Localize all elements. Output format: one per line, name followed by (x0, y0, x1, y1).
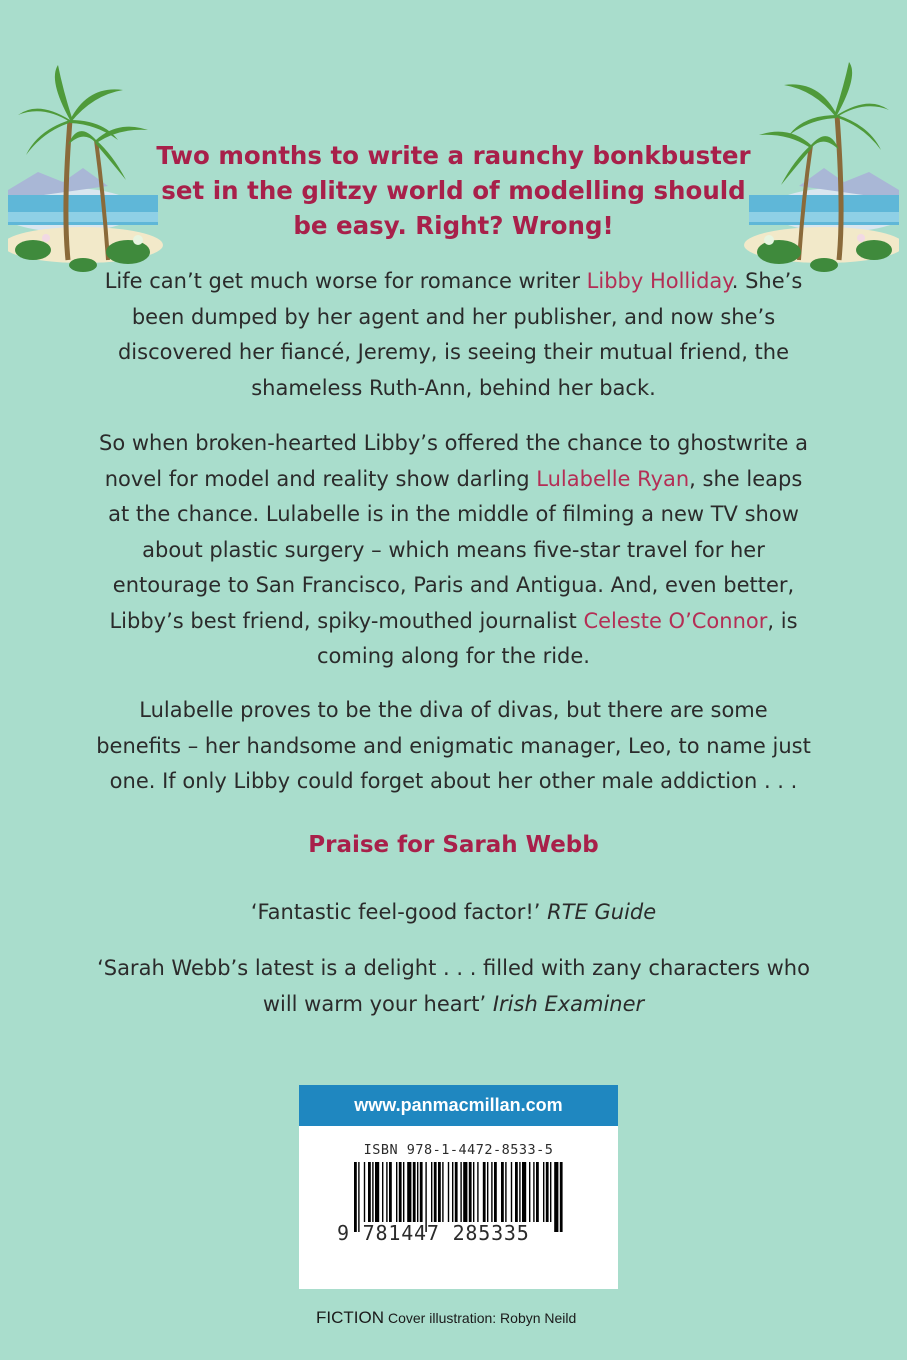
barcode-bar (550, 1162, 551, 1222)
barcode-bar (477, 1162, 478, 1222)
barcode-bar (536, 1162, 539, 1222)
barcode-bar (396, 1162, 397, 1222)
barcode-bar (417, 1162, 418, 1222)
blurb-paragraph-3: Lulabelle proves to be the diva of divas, but there are some benefits – her handsome and enigmatic manager, Leo, to name just one. If only Libby could forget about her other male addiction . . . (96, 698, 811, 793)
genre-label: FICTION (316, 1308, 384, 1327)
barcode-bar (431, 1162, 432, 1222)
palm-beach-illustration-left (8, 60, 168, 275)
barcode-bar (543, 1162, 544, 1222)
barcode-bar (519, 1162, 520, 1222)
p2-text-post: , is coming along for the ride. (317, 608, 798, 668)
p2-text-pre: So when broken-hearted Libby’s offered the chance to ghostwrite a novel for model and reality show darling (98, 431, 809, 491)
barcode-bar (515, 1162, 518, 1222)
barcode-bar (434, 1162, 437, 1222)
praise-heading: Praise for Sarah Webb (308, 832, 599, 858)
character-name-libby: Libby Holliday (586, 269, 732, 293)
barcode-bar (546, 1162, 549, 1222)
tagline: Two months to write a raunchy bonkbuster set in the glitzy world of modelling should be easy. Right? Wrong! (156, 141, 751, 240)
isbn-text: ISBN 978-1-4472-8533-5 (363, 1142, 554, 1158)
barcode-bar (473, 1162, 474, 1222)
barcode-bar (522, 1162, 526, 1222)
p1-text-pre: Life can’t get much worse for romance writer (104, 269, 587, 293)
blurb-paragraph-2 (95, 426, 812, 675)
barcode-bar (389, 1162, 392, 1222)
illustration-credit: Cover illustration: Robyn Neild (388, 1310, 577, 1326)
barcode-bar (442, 1162, 443, 1222)
barcode-bar (511, 1162, 512, 1222)
footer (316, 1308, 576, 1328)
review-quote-1 (95, 895, 812, 931)
character-name-lulabelle: Lulabelle Ryan (536, 466, 690, 491)
blurb-paragraph-1 (95, 264, 812, 406)
barcode-bar (403, 1162, 404, 1222)
quote-text: ‘Fantastic feel-good factor!’ (250, 900, 548, 924)
quote-source: RTE Guide (547, 900, 657, 924)
barcode-bar (364, 1162, 365, 1222)
barcode-bar (533, 1162, 534, 1222)
barcode-bar (372, 1162, 373, 1222)
barcode-bar (375, 1162, 379, 1222)
barcode-bar (505, 1162, 506, 1222)
barcode-panel (299, 1085, 618, 1289)
barcode-bar (452, 1162, 453, 1222)
barcode-bar (455, 1162, 458, 1222)
publisher-url: www.panmacmillan.com (299, 1085, 618, 1126)
barcode-bar (483, 1162, 486, 1222)
barcode-bar (448, 1162, 449, 1222)
barcode-bar (386, 1162, 387, 1222)
barcode-bar (494, 1162, 497, 1222)
barcode-bar (487, 1162, 488, 1222)
barcode-bar (463, 1162, 467, 1222)
character-name-celeste: Celeste O’Connor (583, 608, 768, 633)
barcode-bar (460, 1162, 461, 1222)
barcode-bar (420, 1162, 423, 1222)
p2-text-mid: , she leaps at the chance. Lulabelle is in the middle of filming a new TV show about plastic surgery – which means five-star travel for her entourage to San Francisco, Paris and Antigua. And, even better, Libby’s best friend, spiky-mouthed journalist (108, 466, 803, 633)
barcode-bar (382, 1162, 383, 1222)
ean-number: 9 781447 285335 (337, 1221, 530, 1245)
barcode-bar (368, 1162, 371, 1222)
barcode-bar (438, 1162, 441, 1222)
barcode-bar (491, 1162, 492, 1222)
barcode-bar (399, 1162, 402, 1222)
barcode-bar (501, 1162, 504, 1222)
barcode-bar (407, 1162, 411, 1222)
quote-text: ‘Sarah Webb’s latest is a delight . . . filled with zany characters who will warm your heart’ (97, 956, 810, 1016)
p1-text-post: . She’s been dumped by her agent and her publisher, and now she’s discovered her fiancé, Jeremy, is seeing their mutual friend, the shameless Ruth-Ann, behind her back. (117, 269, 803, 400)
palm-beach-illustration-right (739, 60, 899, 275)
barcode-bar (469, 1162, 472, 1222)
review-quote-2 (95, 951, 812, 1022)
barcode-bar (413, 1162, 416, 1222)
quote-source: Irish Examiner (492, 991, 645, 1016)
barcode-bar (529, 1162, 530, 1222)
